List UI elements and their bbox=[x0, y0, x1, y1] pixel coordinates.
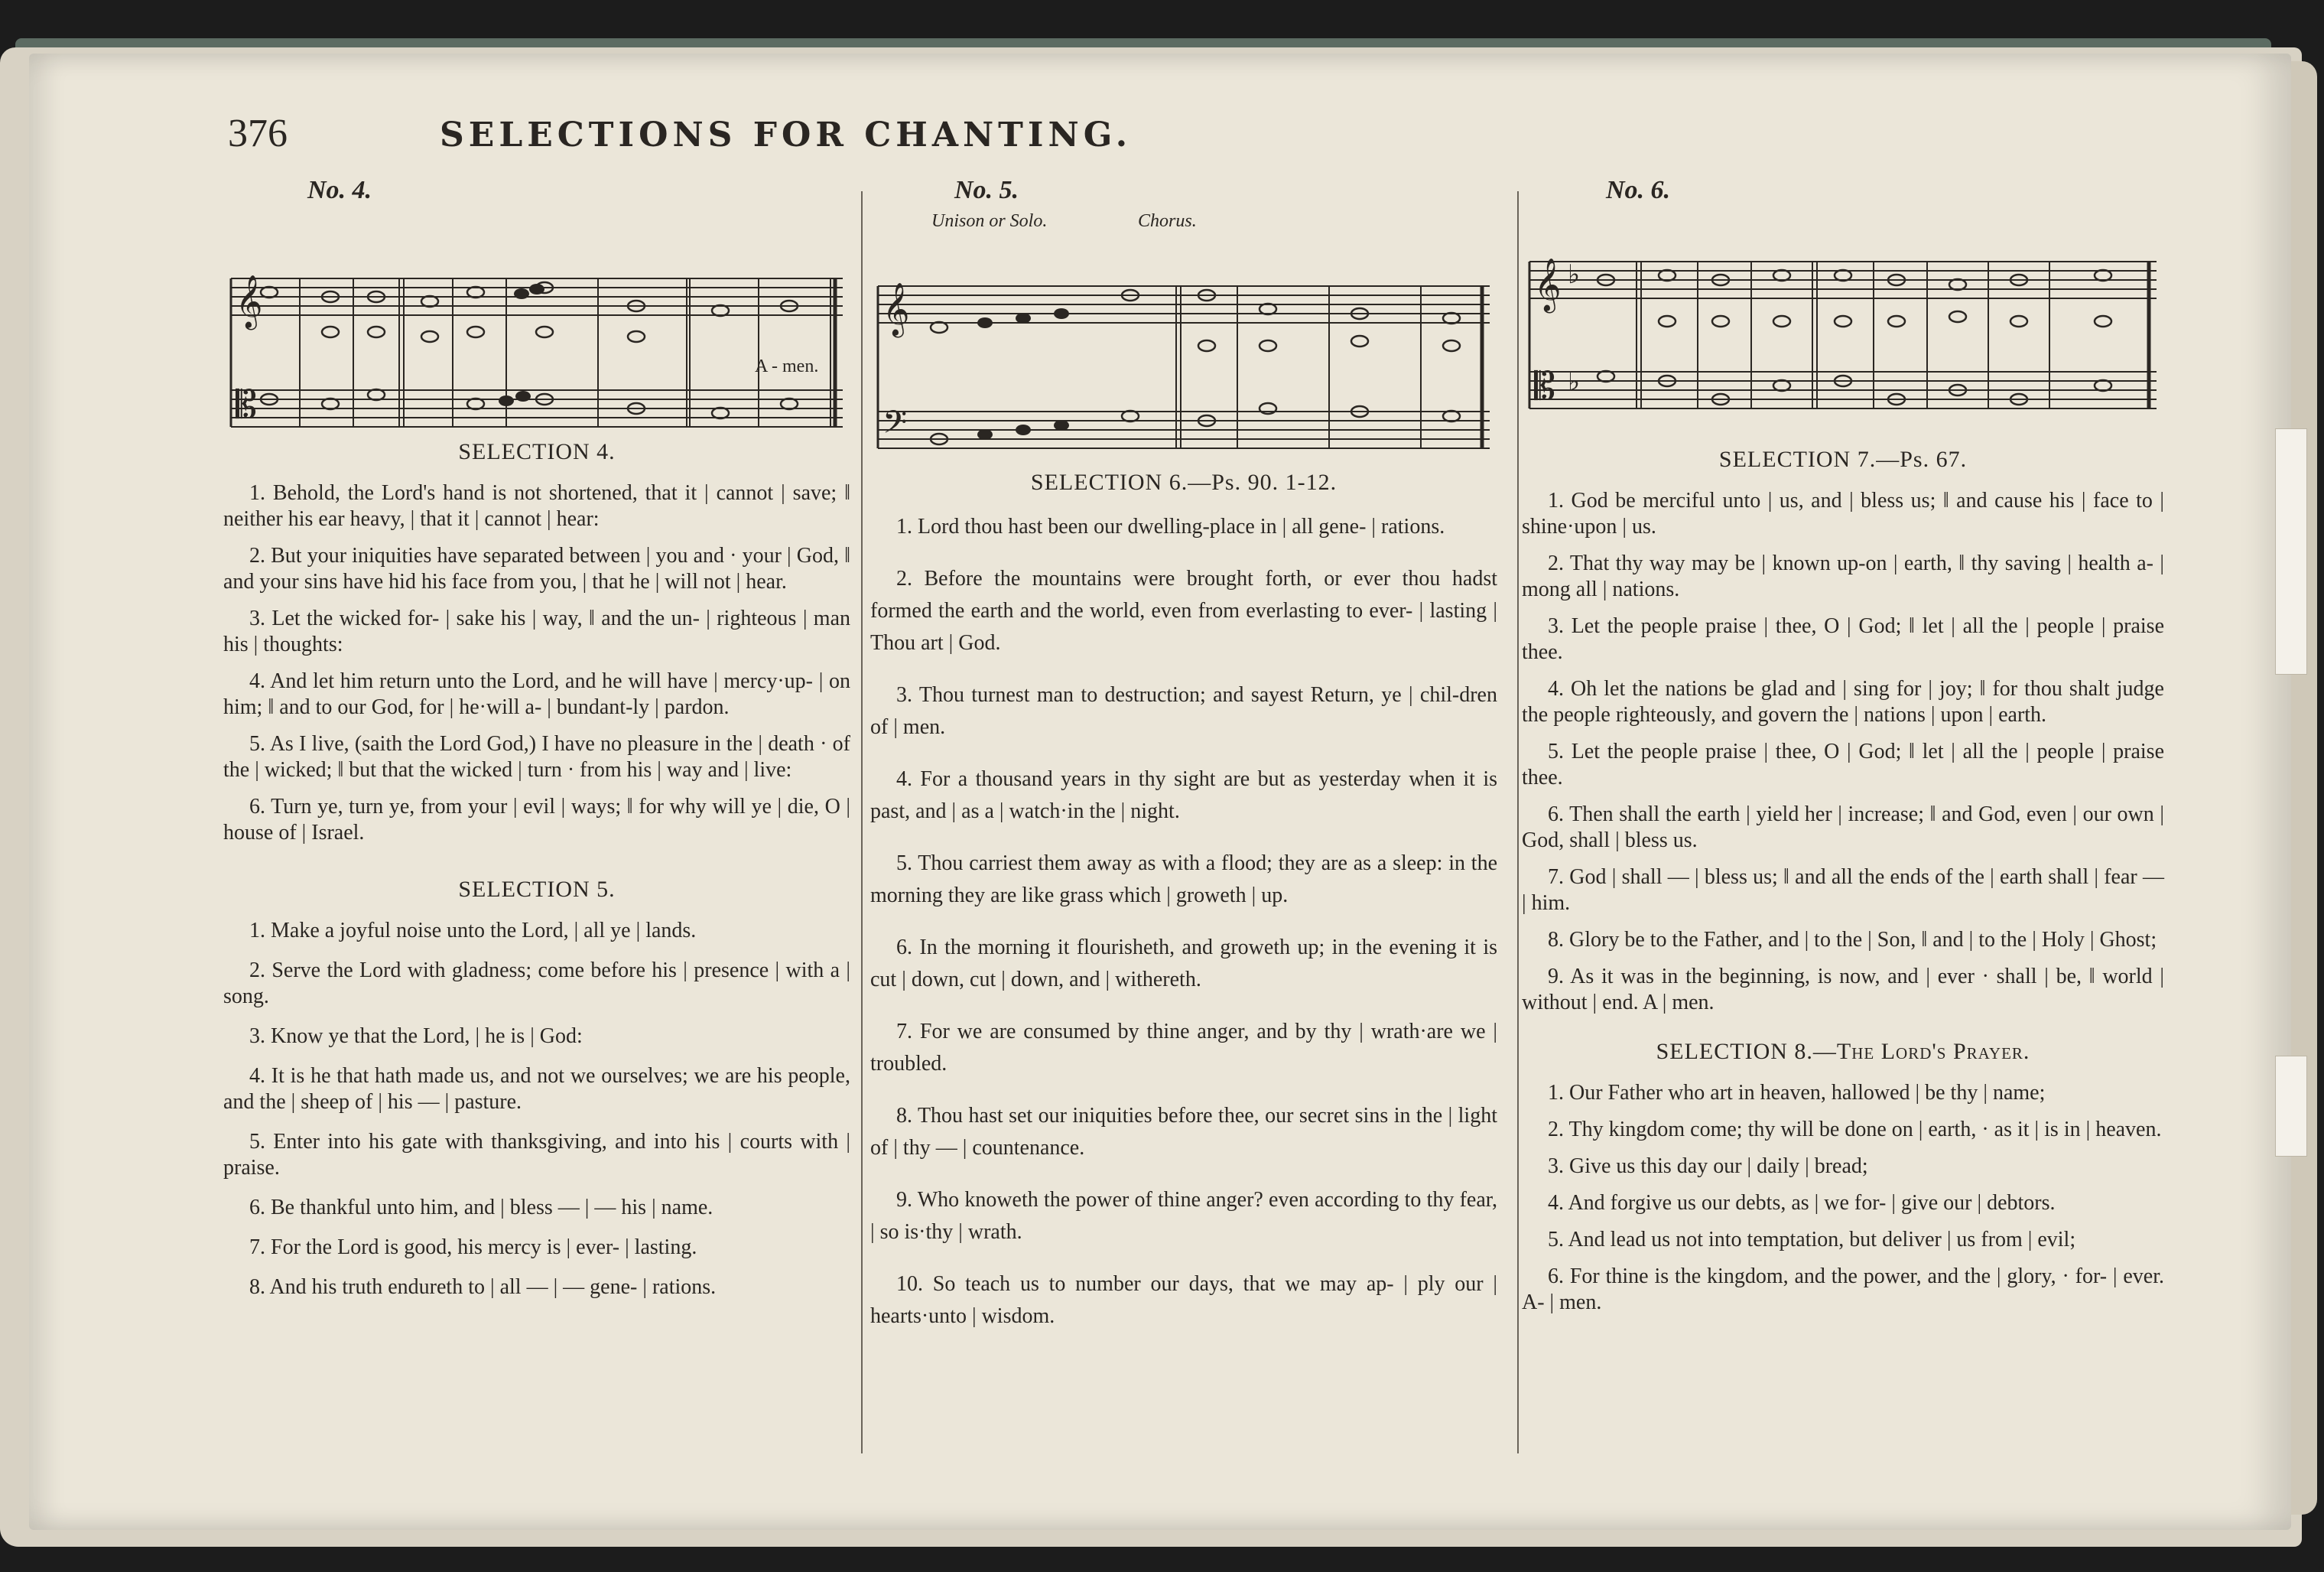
selection-5-verse-8: 8. And his truth endureth to | all — | — gene- | rations. bbox=[249, 1275, 717, 1299]
selection-6-verse-4: 4. For a thousand years in thy sight are but as yesterday when it is past, and | as a | watch·in the | night. bbox=[870, 767, 1497, 823]
selection-8-verse-3: 3. Give us this day our | daily | bread; bbox=[1548, 1154, 1868, 1178]
selection-6-verse-8: 8. Thou hast set our iniquities before thee, our secret sins in the | light of | thy — | countenance. bbox=[870, 1104, 1497, 1160]
selection-8-verse-6: 6. For thine is the kingdom, and the power, and the | glory, · for- | ever. A- | men. bbox=[1522, 1264, 2164, 1314]
svg-text:𝄞: 𝄞 bbox=[1534, 258, 1562, 311]
selection-4-verse-6: 6. Turn ye, turn ye, from your | evil | ways; ‖ for why will ye | die, O | house of | Israel. bbox=[223, 795, 850, 845]
bookmark-ribbon-upper bbox=[2275, 428, 2307, 675]
selection-7-verse-5: 5. Let the people praise | thee, O | God; ‖ let | all the | people | praise thee. bbox=[1522, 740, 2164, 789]
selection-5-verse-4: 4. It is he that hath made us, and not we ourselves; we are his people, and the | sheep of | his — | pasture. bbox=[223, 1064, 850, 1114]
selection-6-verse-10: 10. So teach us to number our days, that we may ap- | ply our | hearts·unto | wisdom. bbox=[870, 1272, 1497, 1328]
selection-8-verse-5: 5. And lead us not into temptation, but deliver | us from | evil; bbox=[1548, 1228, 2076, 1251]
selection-8-verse-2: 2. Thy kingdom come; thy will be done on | earth, · as it | is in | heaven. bbox=[1548, 1118, 2162, 1141]
music-score-6 bbox=[1522, 210, 2164, 439]
selection-6-verse-6: 6. In the morning it flourisheth, and groweth up; in the evening it is cut | down, cut | down, and | withereth. bbox=[870, 936, 1497, 991]
column-divider-1 bbox=[861, 191, 863, 1453]
selection-5-verse-3: 3. Know ye that the Lord, | he is | God: bbox=[249, 1024, 583, 1048]
selection-5-verse-6: 6. Be thankful unto him, and | bless — | — his | name. bbox=[249, 1196, 713, 1219]
selection-7-ref: Ps. 67. bbox=[1900, 447, 1968, 472]
amen-label: A - men. bbox=[755, 356, 819, 376]
selection-7-title-text: SELECTION 7.— bbox=[1718, 447, 1900, 472]
selection-5-verse-1: 1. Make a joyful noise unto the Lord, | all ye | lands. bbox=[249, 919, 697, 942]
music-staff-6 bbox=[1522, 210, 2164, 439]
column-left bbox=[223, 176, 850, 1314]
svg-text:𝄞: 𝄞 bbox=[882, 282, 910, 336]
selection-7-verse-4: 4. Oh let the nations be glad and | sing for | joy; ‖ for thou shalt judge the people righteously, and govern the | nations | upon | earth. bbox=[1522, 677, 2164, 727]
selection-4-verse-3: 3. Let the wicked for- | sake his | way, ‖ and the un- | righteous | man his | thoughts: bbox=[223, 607, 850, 656]
selection-6-ref: Ps. 90. 1-12. bbox=[1211, 470, 1338, 495]
bookmark-ribbon-lower bbox=[2275, 1056, 2307, 1157]
selection-8-verse-4: 4. And forgive us our debts, as | we for- | give our | debtors. bbox=[1548, 1191, 2056, 1215]
selection-6-verse-9: 9. Who knoweth the power of thine anger? even according to thy fear, | so is·thy | wrath. bbox=[870, 1188, 1497, 1244]
selection-7-title bbox=[1522, 447, 2164, 473]
svg-text:𝄞: 𝄞 bbox=[236, 275, 263, 328]
selection-7-verse-8: 8. Glory be to the Father, and | to the | Son, ‖ and | to the | Holy | Ghost; bbox=[1548, 928, 2157, 952]
selection-4-verse-5: 5. As I live, (saith the Lord God,) I have no pleasure in the | death · of the | wicked; ‖ but that the wicked | turn · from his | way and | live: bbox=[223, 732, 850, 782]
selection-4-verse-1: 1. Behold, the Lord's hand is not shortened, that it | cannot | save; ‖ neither his ear heavy, | that it | cannot | hear: bbox=[223, 481, 850, 531]
selection-6-verse-2: 2. Before the mountains were brought forth, or ever thou hadst formed the earth and the world, even from everlasting to ever- | lasting | Thou art | God. bbox=[870, 567, 1497, 655]
music-score-4 bbox=[223, 210, 850, 431]
music-staff-4 bbox=[223, 210, 850, 431]
page-header bbox=[0, 111, 2324, 172]
svg-text:♭: ♭ bbox=[1568, 259, 1581, 290]
page-number: 376 bbox=[228, 112, 288, 155]
selection-8-ref: The Lord's Prayer. bbox=[1836, 1039, 2030, 1064]
svg-text:𝄡: 𝄡 bbox=[1534, 364, 1555, 408]
chorus-label: Chorus. bbox=[1138, 211, 1197, 231]
column-right bbox=[1522, 176, 2164, 1326]
selection-4-verse-4: 4. And let him return unto the Lord, and he will have | mercy·up- | on him; ‖ and to our God, for | he·will a- | bundant-ly | pardon. bbox=[223, 669, 850, 719]
selection-4-verse-2: 2. But your iniquities have separated between | you and · your | God, ‖ and your sins have hid his face from you, | that he | will not | hear. bbox=[223, 544, 850, 594]
selection-7-verse-3: 3. Let the people praise | thee, O | God; ‖ let | all the | people | praise thee. bbox=[1522, 614, 2164, 664]
selection-6-verse-5: 5. Thou carriest them away as with a flood; they are as a sleep: in the morning they are like grass which | groweth | up. bbox=[870, 851, 1497, 907]
selection-8-title bbox=[1522, 1039, 2164, 1065]
tune-number-4: No. 4. bbox=[307, 176, 372, 204]
svg-text:𝄢: 𝄢 bbox=[882, 404, 908, 448]
column-divider-2 bbox=[1517, 191, 1519, 1453]
selection-7-verse-9: 9. As it was in the beginning, is now, and | ever · shall | be, ‖ world | without | end. A | men. bbox=[1522, 965, 2164, 1014]
tune-number-6: No. 6. bbox=[1606, 176, 1671, 204]
tune-number-5: No. 5. bbox=[954, 176, 1019, 204]
selection-5-verse-2: 2. Serve the Lord with gladness; come before his | presence | with a | song. bbox=[223, 958, 850, 1008]
running-title: SELECTIONS FOR CHANTING. bbox=[440, 116, 1133, 155]
svg-text:𝄡: 𝄡 bbox=[236, 382, 257, 427]
selection-7-verse-7: 7. God | shall — | bless us; ‖ and all the ends of the | earth shall | fear — | him. bbox=[1522, 865, 2164, 915]
selection-8-verse-1: 1. Our Father who art in heaven, hallowed | be thy | name; bbox=[1548, 1081, 2046, 1105]
selection-7-verse-6: 6. Then shall the earth | yield her | increase; ‖ and God, even | our own | God, shall | bless us. bbox=[1522, 802, 2164, 852]
selection-5-verse-5: 5. Enter into his gate with thanksgiving, and into his | courts with | praise. bbox=[223, 1130, 850, 1180]
selection-6-title-text: SELECTION 6.— bbox=[1030, 470, 1212, 495]
selection-5-title: SELECTION 5. bbox=[458, 877, 616, 902]
svg-text:♭: ♭ bbox=[1568, 366, 1581, 397]
selection-6-verse-1: 1. Lord thou hast been our dwelling-place in | all gene- | rations. bbox=[896, 515, 1445, 539]
column-middle bbox=[870, 176, 1497, 1352]
music-staff-5 bbox=[870, 210, 1497, 470]
selection-6-verse-7: 7. For we are consumed by thine anger, and by thy | wrath·are we | troubled. bbox=[870, 1020, 1497, 1076]
selection-4-title: SELECTION 4. bbox=[458, 439, 616, 464]
unison-label: Unison or Solo. bbox=[931, 211, 1048, 231]
music-score-5 bbox=[870, 210, 1497, 470]
selection-7-verse-1: 1. God be merciful unto | us, and | bless us; ‖ and cause his | face to | shine·upon | us. bbox=[1522, 489, 2164, 539]
selection-5-verse-7: 7. For the Lord is good, his mercy is | ever- | lasting. bbox=[249, 1235, 697, 1259]
selection-6-verse-3: 3. Thou turnest man to destruction; and sayest Return, ye | chil-dren of | men. bbox=[870, 683, 1497, 739]
selection-6-title bbox=[870, 470, 1497, 496]
selection-8-title-text: SELECTION 8.— bbox=[1656, 1039, 1837, 1064]
selection-7-verse-2: 2. That thy way may be | known up-on | earth, ‖ thy saving | health a- | mong all | nations. bbox=[1522, 552, 2164, 601]
